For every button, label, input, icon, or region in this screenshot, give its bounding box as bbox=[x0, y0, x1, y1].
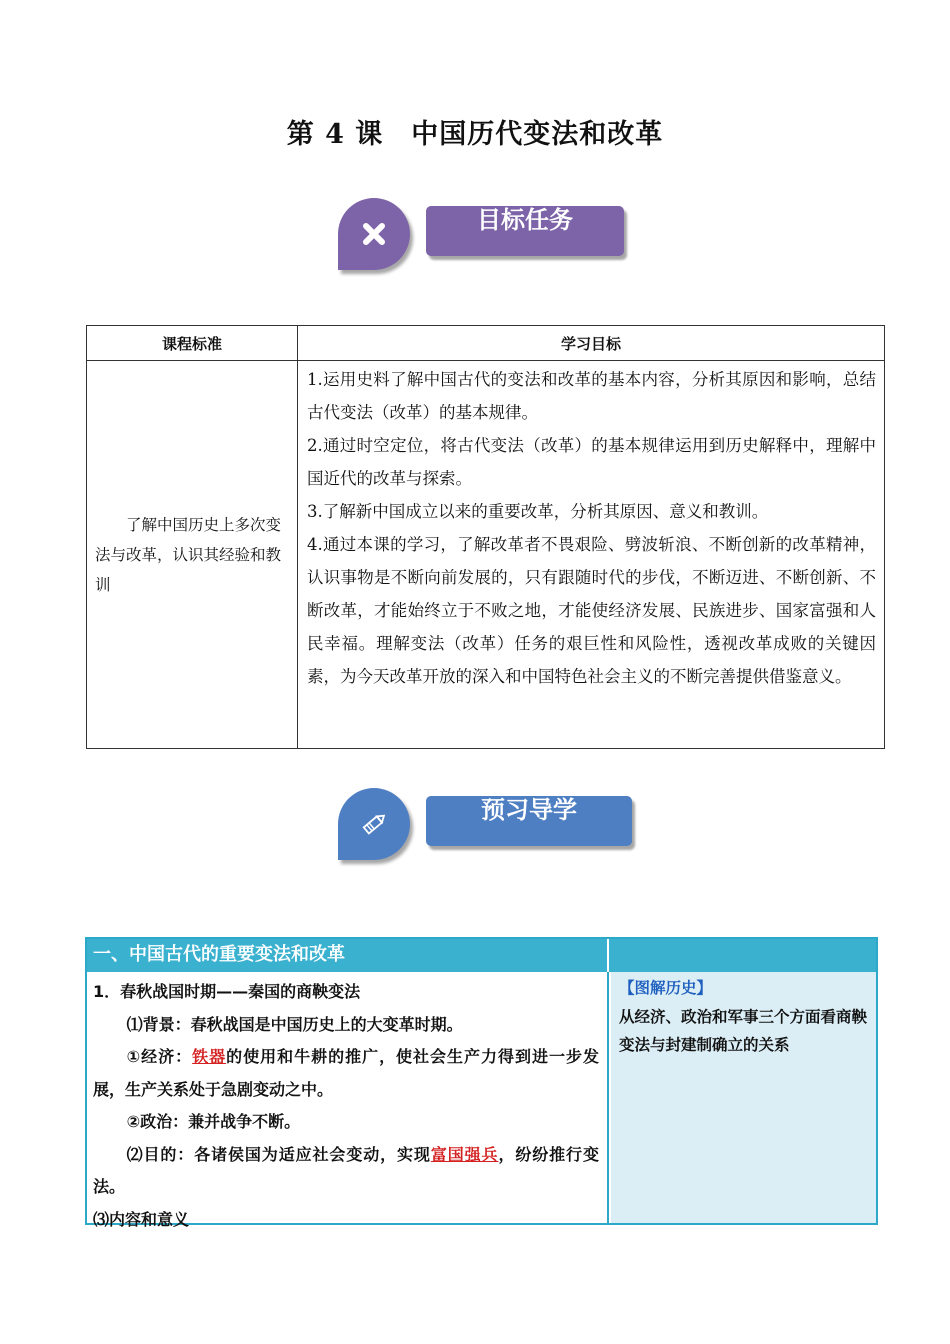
section-label-goals: 目标任务 bbox=[426, 206, 624, 256]
objective-item: 4.通过本课的学习，了解改革者不畏艰险、劈波斩浪、不断创新的改革精神，认识事物是不断向前发展的，只有跟随时代的步伐，不断迈进、不断创新、不断改革，才能始终立于不败之地，才能使经济发展、民族进步、国家富强和人民幸福。理解变法（改革）任务的艰巨性和风险性，透视改革成败的关键因素，为今天改革开放的深入和中国特色社会主义的不断完善提供借鉴意义。 bbox=[307, 535, 876, 686]
study-header-row bbox=[87, 939, 876, 972]
objective-item: 1.运用史料了解中国古代的变法和改革的基本内容，分析其原因和影响，总结古代变法（改革）的基本规律。 bbox=[307, 370, 876, 422]
study-table bbox=[85, 937, 878, 1229]
keyword-fuguo: 富国强兵 bbox=[430, 1144, 499, 1164]
side-note bbox=[611, 972, 876, 1223]
objective-item: 3.了解新中国成立以来的重要改革，分析其原因、意义和教训。 bbox=[307, 502, 769, 521]
politics-text: ②政治：兼并战争不断。 bbox=[126, 1112, 301, 1131]
study-content bbox=[87, 972, 609, 1229]
keyword-tieqi: 铁器 bbox=[192, 1047, 227, 1066]
standard-cell: 了解中国历史上多次变法与改革，认识其经验和教训 bbox=[87, 361, 298, 749]
page-title: 第 4 课 中国历代变法和改革 bbox=[286, 119, 664, 150]
section-label-preview: 预习导学 bbox=[426, 796, 632, 846]
pencil-icon bbox=[338, 788, 410, 860]
header-standard: 课程标准 bbox=[87, 326, 298, 361]
goal-text: ⑵目的：各诸侯国为适应社会变动，实现富国强兵，纷纷推行变法。 bbox=[93, 1144, 599, 1196]
side-tag: 【图解历史】 bbox=[619, 979, 713, 997]
background-text: ⑴背景：春秋战国是中国历史上的大变革时期。 bbox=[126, 1014, 463, 1034]
objective-item: 2.通过时空定位，将古代变法（改革）的基本规律运用到历史解释中，理解中国近代的改革与探索。 bbox=[307, 436, 876, 488]
close-x-icon bbox=[338, 198, 410, 270]
goals-table bbox=[86, 325, 885, 749]
objectives-cell bbox=[298, 361, 885, 749]
content-text: ⑶内容和意义 bbox=[93, 1209, 190, 1229]
economy-text: ①经济：铁器的使用和牛耕的推广，使社会生产力得到进一步发展，生产关系处于急剧变动之中。 bbox=[93, 1047, 599, 1099]
side-text: 从经济、政治和军事三个方面看商鞅变法与封建制确立的关系 bbox=[619, 1007, 868, 1054]
item-title: 1．春秋战国时期——秦国的商鞅变法 bbox=[93, 982, 361, 1001]
header-objectives: 学习目标 bbox=[298, 326, 885, 361]
study-heading: 一、中国古代的重要变法和改革 bbox=[87, 939, 609, 972]
